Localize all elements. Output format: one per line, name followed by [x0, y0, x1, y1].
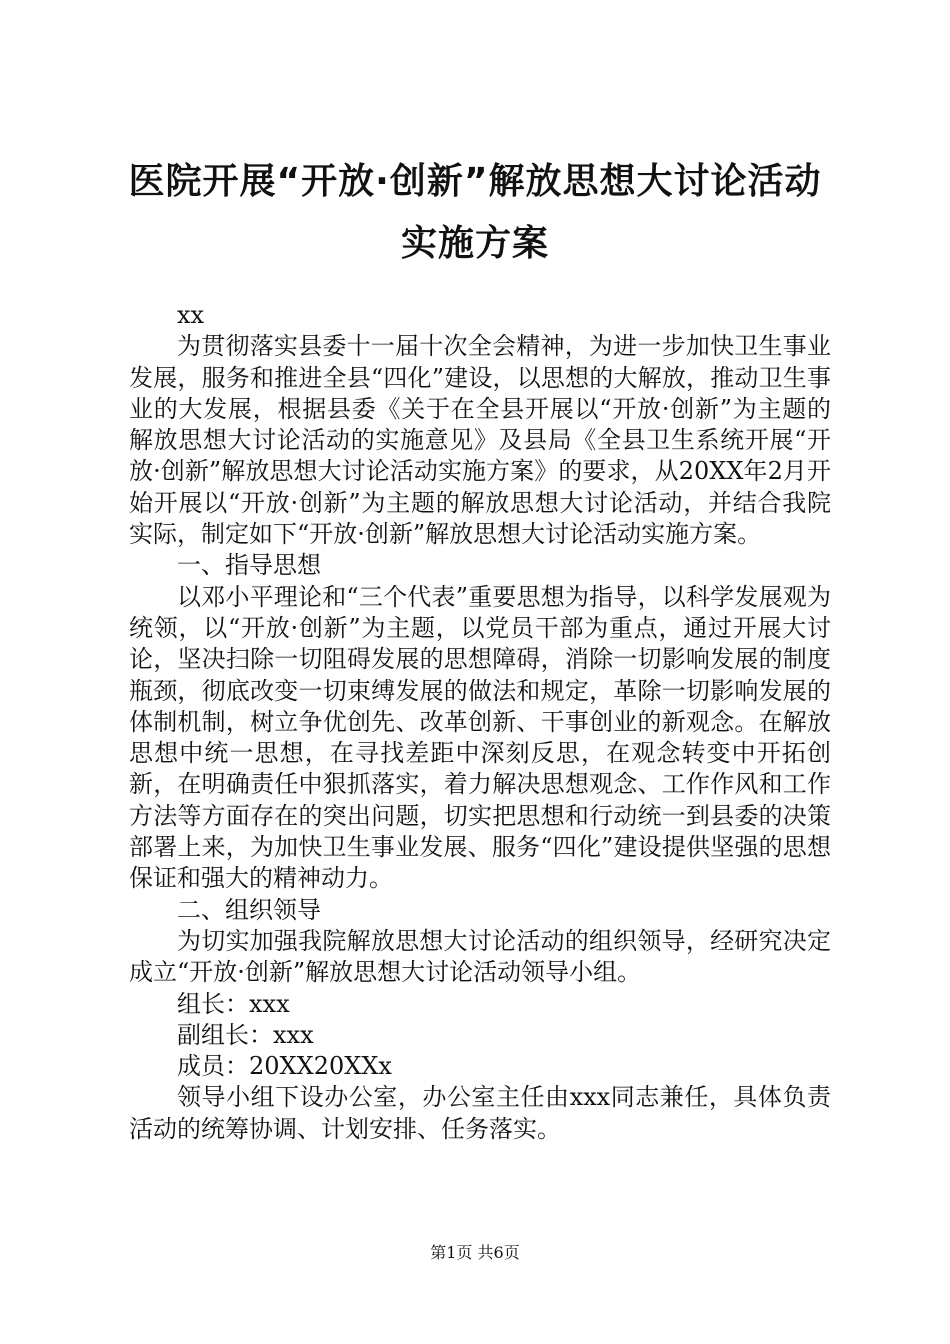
- document-title-line2: 实施方案: [400, 223, 549, 264]
- section-heading-organization: 二、组织领导: [177, 895, 321, 924]
- page-footer: 第1页 共6页: [430, 1243, 520, 1262]
- document-body: [129, 300, 831, 1145]
- deputy-leader-line: 副组长：xxx: [177, 1020, 314, 1049]
- members-line: 成员：20XX20XXx: [177, 1052, 392, 1081]
- section-heading-guiding-thought: 一、指导思想: [177, 551, 321, 580]
- leader-line: 组长：xxx: [177, 989, 290, 1018]
- guiding-thought-paragraph: 以邓小平理论和“三个代表”重要思想为指导，以科学发展观为统领，以“开放·创新”为主题，以党员干部为重点，通过开展大讨论，坚决扫除一切阻碍发展的思想障碍，消除一切影响发展的制度瓶颈，彻底改变一切束缚发展的做法和规定，革除一切影响发展的体制机制，树立争优创先、改革创新、干事创业的新观念。在解放思想中统一思想，在寻找差距中深刻反思，在观念转变中开拓创新，在明确责任中狠抓落实，着力解决思想观念、工作作风和工作方法等方面存在的突出问题，切实把思想和行动统一到县委的决策部署上来，为加快卫生事业发展、服务“四化”建设提供坚强的思想保证和强大的精神动力。: [129, 582, 831, 893]
- intro-paragraph: 为贯彻落实县委十一届十次全会精神，为进一步加快卫生事业发展，服务和推进全县“四化”建设，以思想的大解放，推动卫生事业的大发展，根据县委《关于在全县开展以“开放·创新”为主题的解放思想大讨论活动的实施意见》及县局《全县卫生系统开展“开放·创新”解放思想大讨论活动实施方案》的要求，从20XX年2月开始开展以“开放·创新”为主题的解放思想大讨论活动，并结合我院实际，制定如下“开放·创新”解放思想大讨论活动实施方案。: [129, 332, 831, 549]
- document-title-line1: 医院开展“开放·创新”解放思想大讨论活动: [128, 161, 822, 202]
- organization-paragraph: 为切实加强我院解放思想大讨论活动的组织领导，经研究决定成立“开放·创新”解放思想大讨论活动领导小组。: [129, 926, 831, 987]
- office-paragraph: 领导小组下设办公室，办公室主任由xxx同志兼任，具体负责活动的统筹协调、计划安排、任务落实。: [129, 1083, 831, 1143]
- author-line: xx: [177, 301, 205, 329]
